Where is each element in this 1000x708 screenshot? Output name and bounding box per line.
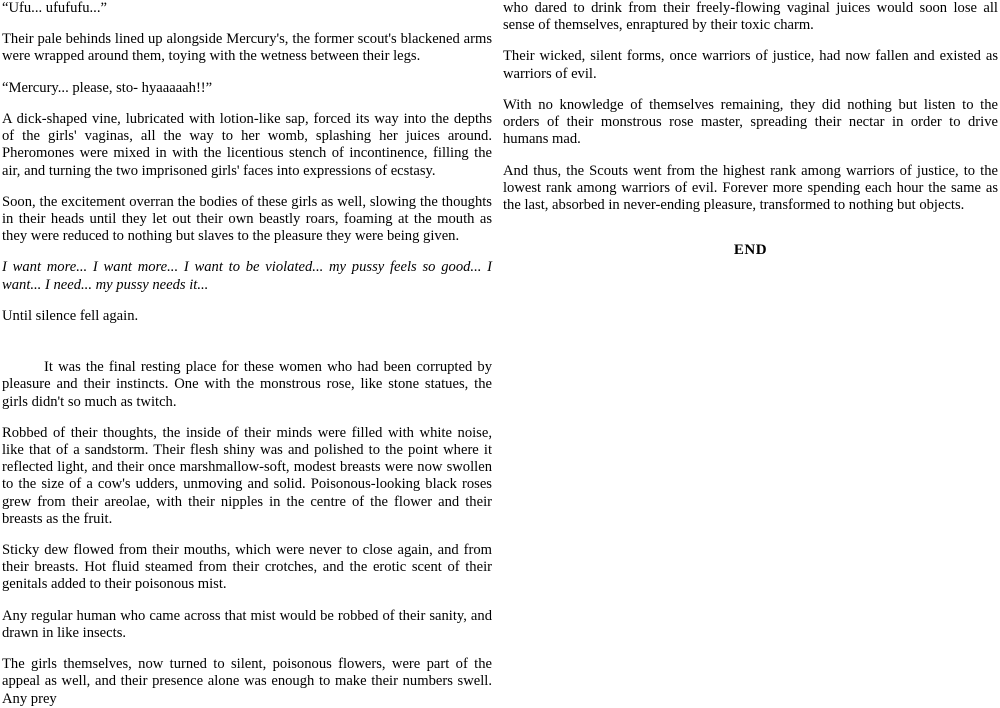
paragraph-inner-monologue: I want more... I want more... I want to be violated... my pussy feels so good... I want... I need... my pussy needs it... bbox=[2, 259, 492, 293]
paragraph: Sticky dew flowed from their mouths, which were never to close again, and from their breasts. Hot fluid steamed from their crotches, and the erotic scent of their genitals added to their poisonous mist. bbox=[2, 542, 492, 593]
paragraph: “Ufu... ufufufu...” bbox=[2, 0, 107, 16]
paragraph: And thus, the Scouts went from the highest rank among warriors of justice, to the lowest rank among warriors of evil. Forever more spending each hour the same as the last, absorbed in never-ending pleasure, transformed to nothing but objects. bbox=[503, 162, 998, 213]
paragraph-continued: The girls themselves, now turned to silent, poisonous flowers, were part of the appeal as well, and their presence alone was enough to make their numbers swell. Any prey bbox=[2, 656, 492, 707]
left-text-column bbox=[0, 0, 500, 707]
paragraph: Soon, the excitement overran the bodies of these girls as well, slowing the thoughts in their heads until they let out their own beastly roars, foaming at the mouth as they were reduced to nothing but slaves to the pleasure they were being given. bbox=[2, 193, 492, 245]
paragraph: “Mercury... please, sto- hyaaaaah!!” bbox=[2, 79, 213, 96]
paragraph-section-open: It was the final resting place for these women who had been corrupted by pleasure and their instincts. One with the monstrous rose, like stone statues, the girls didn't so much as twitch. bbox=[2, 359, 492, 410]
paragraph: Any regular human who came across that mist would be robbed of their sanity, and drawn in like insects. bbox=[2, 607, 492, 641]
end-marker: END bbox=[733, 242, 768, 259]
paragraph: who dared to drink from their freely-flowing vaginal juices would soon lose all sense of themselves, enraptured by their toxic charm. bbox=[503, 0, 998, 34]
paragraph: Until silence fell again. bbox=[2, 307, 139, 324]
paragraph: Their wicked, silent forms, once warriors of justice, had now fallen and existed as warriors of evil. bbox=[503, 48, 998, 82]
paragraph: A dick-shaped vine, lubricated with lotion-like sap, forced its way into the depths of the girls' vaginas, all the way to her womb, splashing her juices around. Pheromones were mixed in with the licentious stench of incontinence, filling the air, and turning the two imprisoned girls' faces into expressions of ecstasy. bbox=[2, 110, 492, 179]
paragraph: Robbed of their thoughts, the inside of their minds were filled with white noise, like that of a sandstorm. Their flesh shiny was and polished to the point where it reflected light, and their once marshmallow-soft, modest breasts were now swollen to the size of a cow's udders, unmoving and solid. Poisonous-looking black roses grew from their areolae, with their nipples in the centre of the flower and their breasts as the fruit. bbox=[2, 424, 492, 527]
paragraph: With no knowledge of themselves remaining, they did nothing but listen to the orders of their monstrous rose master, spreading their nectar in order to drive humans mad. bbox=[503, 96, 998, 148]
right-text-column bbox=[500, 0, 1000, 707]
paragraph: Their pale behinds lined up alongside Mercury's, the former scout's blackened arms were wrapped around them, toying with the wetness between their legs. bbox=[2, 31, 492, 65]
